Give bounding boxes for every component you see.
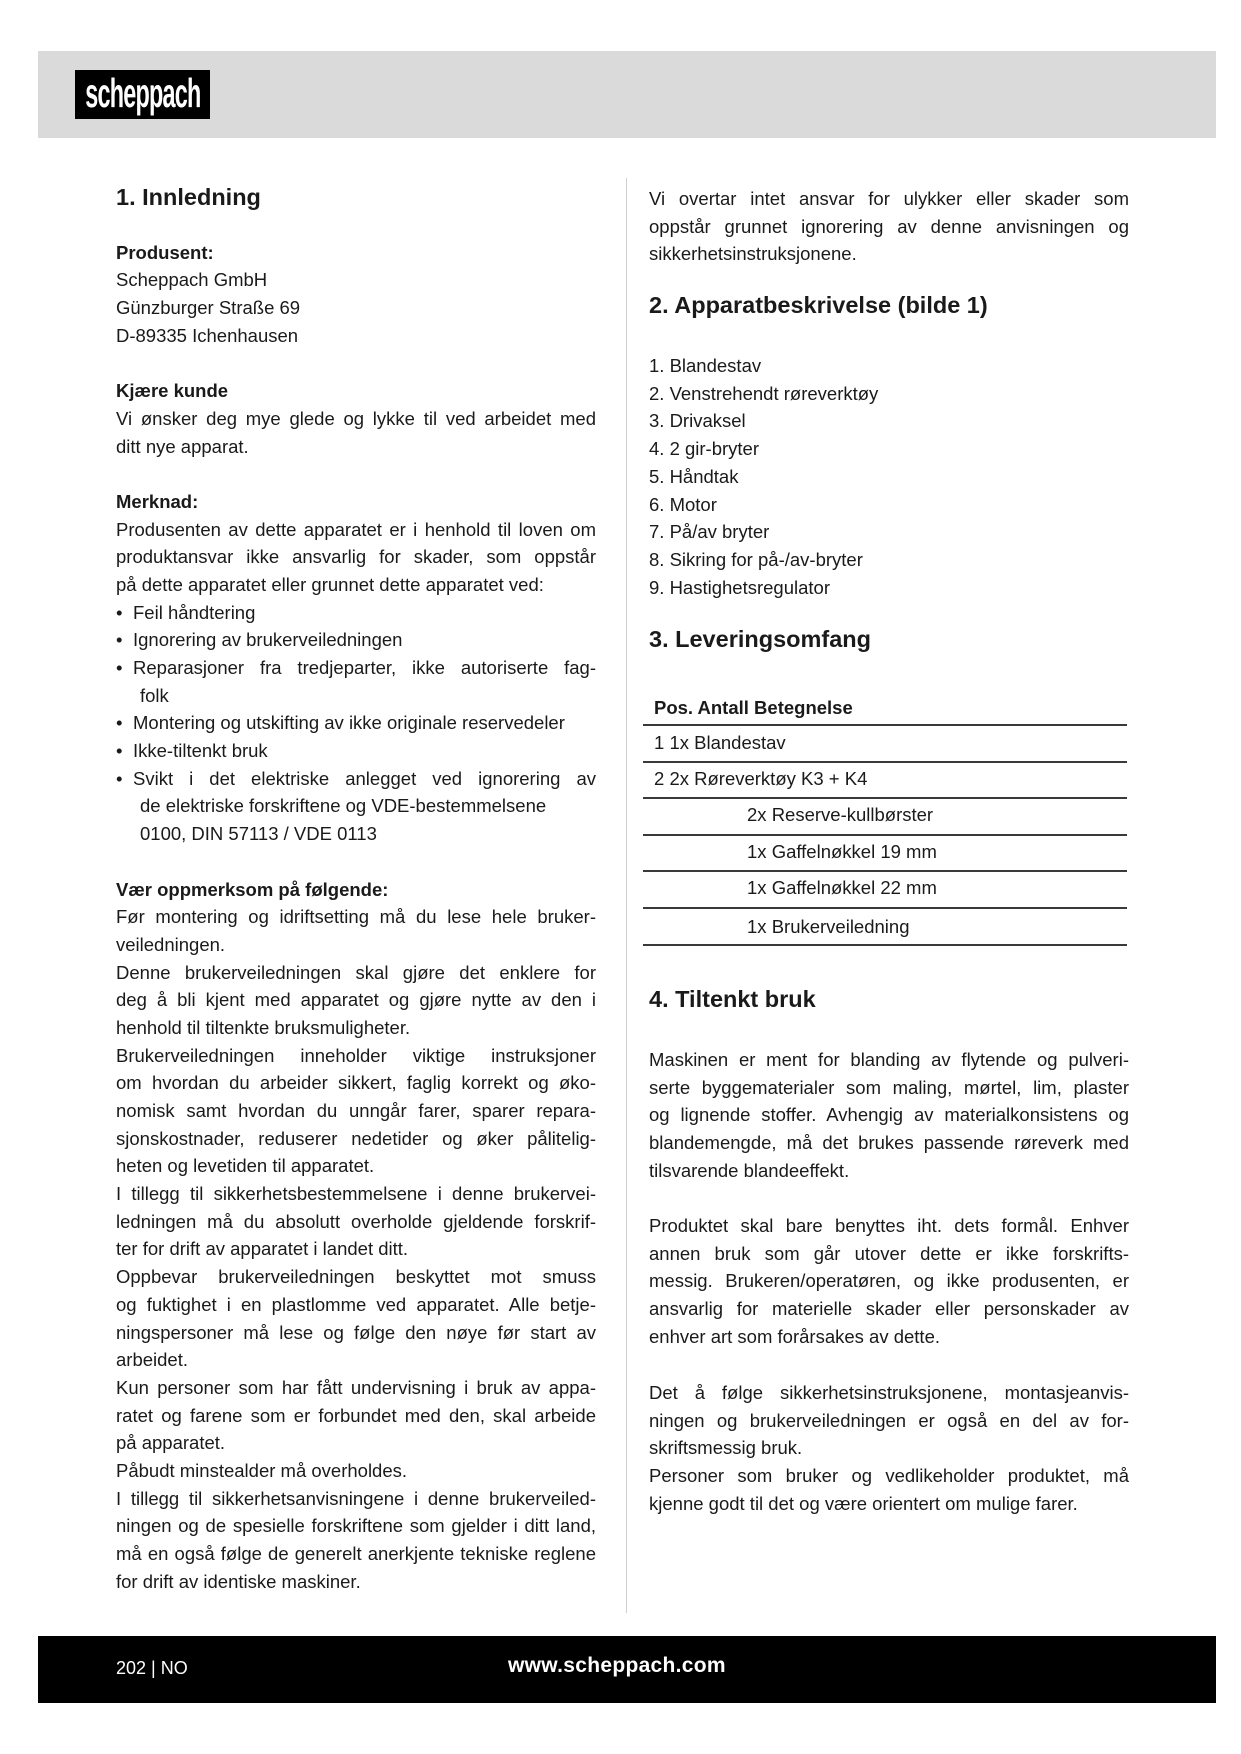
text-line: på apparatet. [116, 1432, 226, 1454]
table-row [654, 768, 867, 790]
bullet-text: Reparasjoner fra tredjeparter, ikke autoriserte fag- [133, 657, 596, 678]
part-list-item: 2. Venstrehendt røreverktøy [649, 382, 879, 404]
bullet-item [116, 709, 596, 737]
table-row [747, 841, 937, 863]
bullet-icon: • [116, 712, 123, 734]
page-number: 202 | NO [116, 1658, 188, 1678]
text-line: I tillegg til sikkerhetsbestemmelsene i denne brukervei- [116, 1183, 596, 1205]
text-line: Produktet skal bare benyttes iht. dets formål. Enhver [649, 1215, 1129, 1236]
text-line: heten og levetiden til apparatet. [116, 1155, 375, 1177]
table-row [747, 877, 937, 899]
text-line: enhver art som forårsakes av dette. [649, 1325, 940, 1347]
spacer [116, 349, 596, 377]
cell-qty: 1x [747, 877, 767, 898]
section-heading: 2. Apparatbeskrivelse (bilde 1) [649, 292, 988, 318]
spacer [116, 211, 596, 239]
text-line: sikkerhetsinstruksjonene. [649, 243, 857, 265]
part-list-item: 6. Motor [649, 493, 717, 515]
table-rule [643, 907, 1127, 909]
subheading: Merknad: [116, 490, 199, 512]
bullet-item [116, 654, 596, 682]
text-line: blandemengde, må det brukes passende røreverk med [649, 1132, 1129, 1154]
bullet-item [116, 626, 596, 654]
text-line: og lignende stoffer. Avhengig av materialkonsistens og [649, 1104, 1129, 1126]
table-row [654, 732, 786, 754]
bullet-continuation: 0100, DIN 57113 / VDE 0113 [140, 823, 377, 845]
bullet-icon: • [116, 629, 123, 651]
table-rule [643, 870, 1127, 872]
table-rule [643, 761, 1127, 763]
cell-qty: 1x [669, 732, 689, 753]
text-line: kjenne godt til det og være orientert om mulige farer. [649, 1492, 1078, 1514]
part-list-item: 9. Hastighetsregulator [649, 576, 830, 598]
text-line: ningen og brukerveiledningen er også en del av for- [649, 1409, 1129, 1431]
text-line: Scheppach GmbH [116, 269, 268, 291]
text-line: må en også følge de generelt anerkjente tekniske reglene [116, 1543, 596, 1564]
cell-name: Brukerveiledning [771, 916, 910, 937]
text-line: henhold til tiltenkte bruksmuligheter. [116, 1016, 411, 1038]
table-rule [643, 944, 1127, 946]
part-list-item: 4. 2 gir-bryter [649, 438, 760, 460]
bullet-text: Feil håndtering [133, 601, 256, 623]
text-line: veiledningen. [116, 933, 226, 955]
bullet-text: Ikke-tiltenkt bruk [133, 740, 268, 762]
cell-qty: 1x [747, 916, 767, 937]
text-line: Vi ønsker deg mye glede og lykke til ved arbeidet med [116, 407, 596, 429]
bullet-icon: • [116, 740, 123, 762]
text-line: serte byggematerialer som maling, mørtel, lim, plaster [649, 1076, 1129, 1098]
page-header [38, 51, 1216, 138]
cell-name: Gaffelnøkkel 19 mm [771, 841, 937, 862]
bullet-item [116, 737, 596, 765]
text-line: ditt nye apparat. [116, 435, 249, 457]
bullet-icon: • [116, 657, 123, 678]
table-header: Pos. Antall Betegnelse [654, 697, 853, 718]
part-list-item: 3. Drivaksel [649, 410, 746, 432]
cell-qty: 2x [669, 768, 689, 789]
text-line: I tillegg til sikkerhetsanvisningene i denne brukerveiled- [116, 1487, 596, 1509]
bullet-text: Ignorering av brukerveiledningen [133, 629, 403, 651]
section-heading: 1. Innledning [116, 184, 261, 210]
text-line: Maskinen er ment for blanding av flytende og pulveri- [649, 1049, 1129, 1070]
section-heading: 3. Leveringsomfang [649, 626, 871, 652]
text-line: messig. Brukeren/operatøren, og ikke produsenten, er [649, 1270, 1129, 1292]
text-line: Produsenten av dette apparatet er i henhold til loven om [116, 518, 596, 540]
text-line: på dette apparatet eller grunnet dette apparatet ved: [116, 573, 544, 595]
text-line: D-89335 Ichenhausen [116, 324, 299, 346]
text-line: for drift av identiske maskiner. [116, 1570, 361, 1592]
page-footer [38, 1636, 1216, 1703]
text-line: ter for drift av apparatet i landet ditt. [116, 1238, 409, 1260]
text-line: tilsvarende blandeeffekt. [649, 1159, 850, 1181]
bullet-icon: • [116, 601, 123, 623]
text-line: om hvordan du arbeider sikkert, faglig korrekt og øko- [116, 1072, 596, 1094]
text-line: oppstår grunnet ignorering av denne anvisningen og [649, 215, 1129, 237]
text-line: nomisk samt hvordan du unngår farer, sparer repara- [116, 1100, 596, 1121]
part-list-item: 7. På/av bryter [649, 521, 770, 543]
text-line: Før montering og idriftsetting må du lese hele bruker- [116, 906, 596, 928]
cell-qty: 1x [747, 841, 767, 862]
section-heading: 4. Tiltenkt bruk [649, 986, 816, 1012]
text-line: produktansvar ikke ansvarlig for skader, som oppstår [116, 546, 596, 568]
table-rule [643, 834, 1127, 836]
text-line: ningspersoner må lese og følge den nøye før start av [116, 1321, 596, 1343]
cell-name: Blandestav [694, 732, 786, 753]
text-line: Det å følge sikkerhetsinstruksjonene, montasjeanvis- [649, 1382, 1129, 1403]
text-line: arbeidet. [116, 1349, 188, 1371]
part-list-item: 8. Sikring for på-/av-bryter [649, 548, 863, 570]
text-line: ledningen må du absolutt overholde gjeldende forskrif- [116, 1210, 596, 1232]
text-line: Oppbevar brukerveiledningen beskyttet mot smuss [116, 1266, 596, 1288]
text-line: Vi overtar intet ansvar for ulykker eller skader som [649, 188, 1129, 209]
text-line: Brukerveiledningen inneholder viktige instruksjoner [116, 1044, 596, 1066]
cell-name: Reserve-kullbørster [771, 804, 934, 825]
website-link[interactable]: www.scheppach.com [508, 1654, 726, 1677]
bullet-continuation: de elektriske forskriftene og VDE-bestemmelsene [140, 795, 547, 817]
bullet-item [116, 599, 596, 627]
table-rule [643, 797, 1127, 799]
text-line: Personer som bruker og vedlikeholder produktet, må [649, 1465, 1129, 1487]
scheppach-logo: scheppach [75, 70, 210, 119]
subheading: Kjære kunde [116, 380, 229, 402]
left-column [116, 183, 596, 1595]
bullet-text: Montering og utskifting av ikke originale reservedeler [133, 712, 565, 734]
table-row [747, 916, 910, 938]
bullet-item [116, 765, 596, 793]
cell-qty: 2x [747, 804, 767, 825]
cell-name: Røreverktøy K3 + K4 [694, 768, 868, 789]
text-line: annen bruk som går utover dette er ikke forskrifts- [649, 1242, 1129, 1264]
table-rule [643, 724, 1127, 726]
text-line: og fuktighet i en plastlomme ved apparatet. Alle betje- [116, 1293, 596, 1315]
column-divider [626, 178, 627, 1613]
text-line: Kun personer som har fått undervisning i bruk av appa- [116, 1376, 596, 1398]
table-row [747, 804, 933, 826]
text-line: sjonskostnader, reduserer nedetider og øker pålitelig- [116, 1127, 596, 1149]
cell-name: Gaffelnøkkel 22 mm [771, 877, 937, 898]
cell-pos: 1 [654, 732, 665, 753]
part-list-item: 5. Håndtak [649, 465, 739, 487]
cell-pos: 2 [654, 768, 665, 789]
part-list-item: 1. Blandestav [649, 355, 762, 376]
text-line: Påbudt minstealder må overholdes. [116, 1459, 408, 1481]
subheading: Vær oppmerksom på følgende: [116, 878, 389, 900]
bullet-continuation: folk [140, 684, 169, 706]
spacer [116, 848, 596, 876]
text-line: Günzburger Straße 69 [116, 297, 301, 319]
bullet-text: Svikt i det elektriske anlegget ved ignorering av [133, 767, 596, 789]
text-line: skriftsmessig bruk. [649, 1437, 803, 1459]
subheading: Produsent: [116, 241, 214, 263]
spacer [116, 460, 596, 488]
bullet-icon: • [116, 767, 123, 789]
text-line: Denne brukerveiledningen skal gjøre det enklere for [116, 961, 596, 983]
text-line: deg å bli kjent med apparatet og gjøre nytte av den i [116, 989, 596, 1011]
text-line: ansvarlig for materielle skader eller personskader av [649, 1298, 1129, 1320]
text-line: ningen og de spesielle forskriftene som gjelder i ditt land, [116, 1515, 596, 1537]
text-line: ratet og farene som er forbundet med den, skal arbeide [116, 1404, 596, 1426]
